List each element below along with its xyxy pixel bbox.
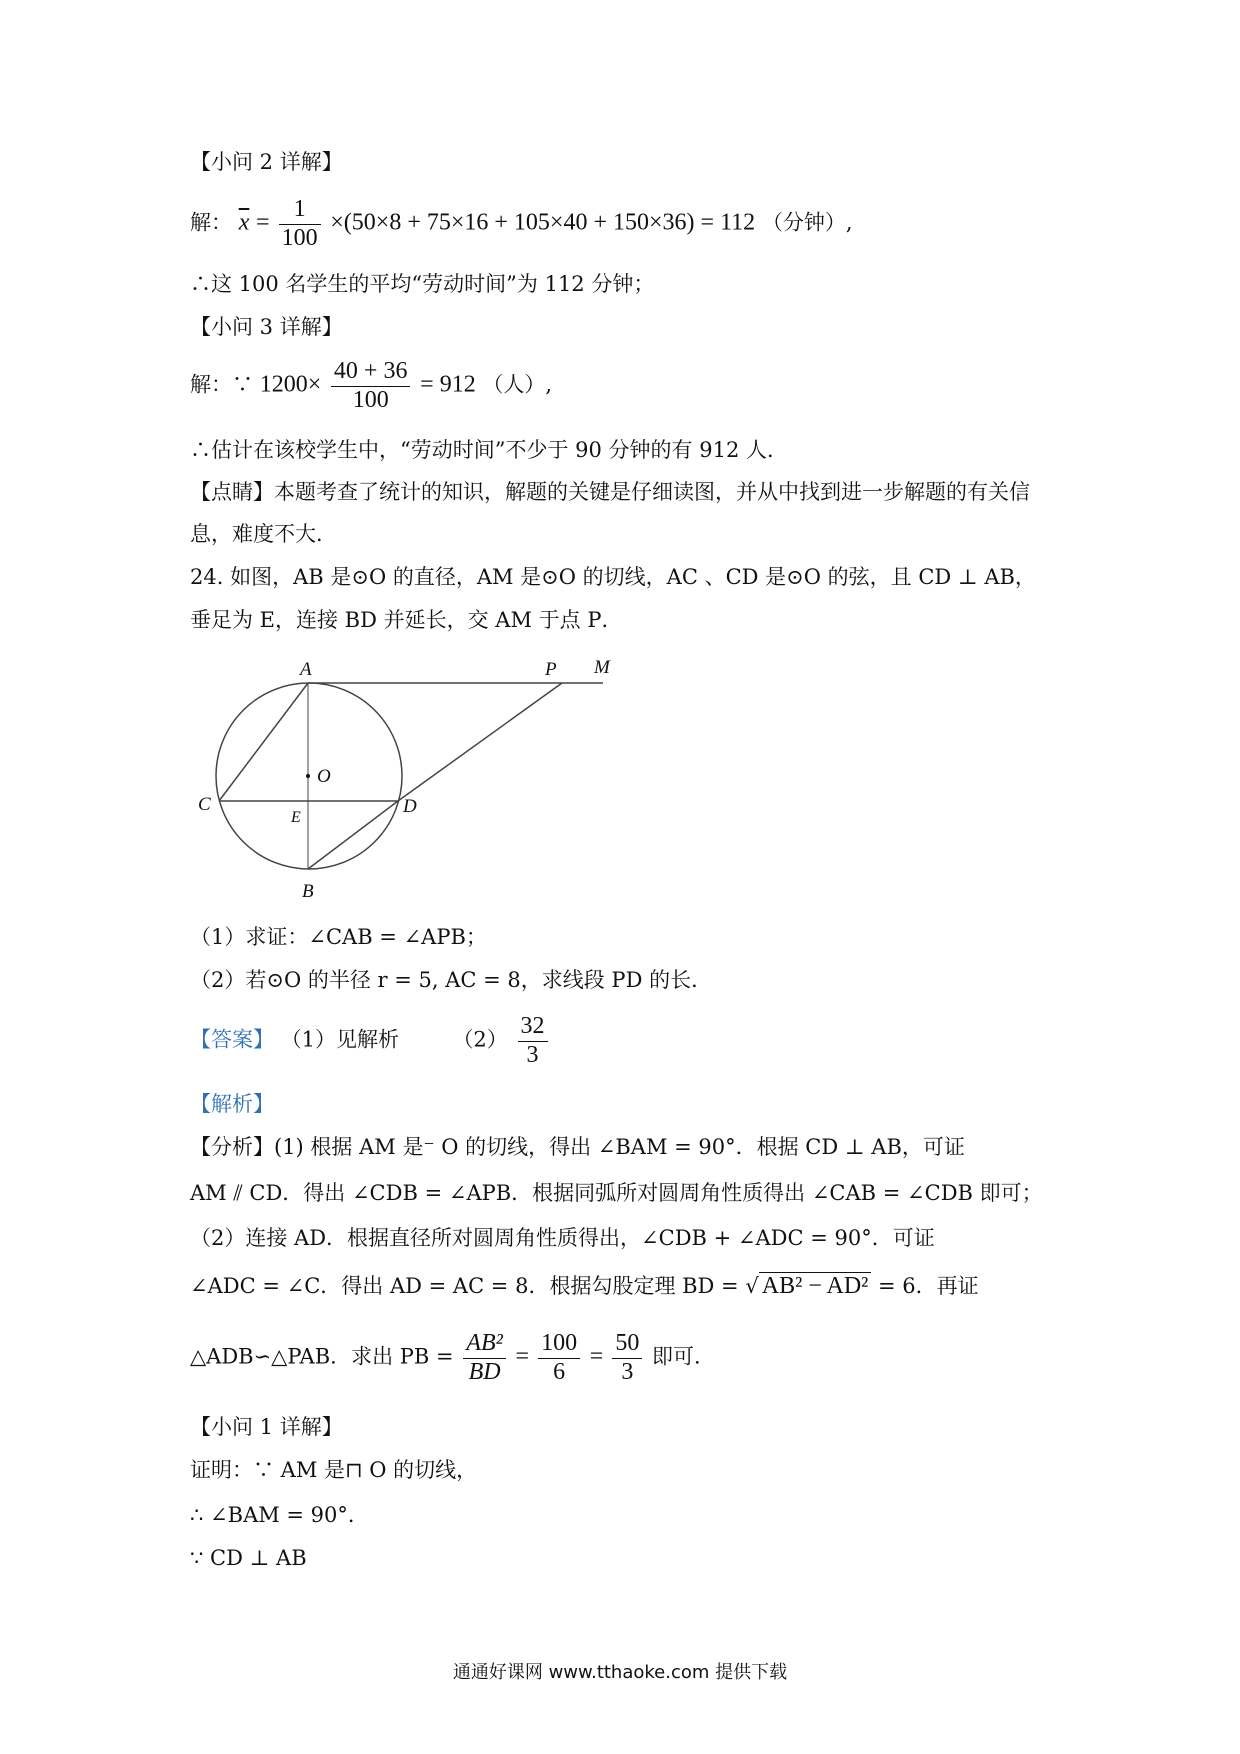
center-point-o: [306, 774, 310, 778]
pb-frac3-num: 50: [612, 1330, 642, 1359]
pb-frac1-num: AB²: [463, 1330, 506, 1359]
pb-fraction-2: [538, 1330, 580, 1386]
sec3-conclusion: ∴估计在该校学生中，“劳动时间”不少于 90 分钟的有 912 人．: [190, 438, 788, 462]
sec3-formula: [190, 358, 552, 414]
sec1-line3: ∵ CD ⊥ AB: [190, 1546, 307, 1570]
label-p: P: [545, 659, 557, 680]
sec3-post: = 912: [420, 371, 476, 398]
sec2-fraction: [279, 196, 321, 252]
sec2-header: 【小问 2 详解】: [190, 150, 343, 174]
sec1-line2: ∴ ∠BAM = 90°．: [190, 1503, 369, 1527]
label-o: O: [317, 766, 331, 787]
sec3-fraction: [331, 358, 411, 414]
chord-ac: [219, 683, 308, 801]
sec2-expr: ×(50×8 + 75×16 + 105×40 + 150×36) = 112: [330, 209, 756, 236]
sec3-frac-num: 40 + 36: [331, 358, 411, 387]
sec2-conclusion: ∴这 100 名学生的平均“劳动时间”为 112 分钟；: [190, 272, 655, 296]
sec2-frac-den: 100: [281, 224, 318, 251]
analysis-line3: （2）连接 AD．根据直径所对圆周角性质得出，∠CDB + ∠ADC = 90°．可证: [190, 1226, 935, 1250]
analysis-line1: 【分析】(1) 根据 AM 是⁻ O 的切线，得出 ∠BAM = 90°．根据 CD ⊥ AB，可证: [190, 1135, 965, 1159]
sec3-unit: （人）,: [482, 372, 553, 397]
sec3-frac-den: 100: [352, 386, 389, 413]
sec3-header: 【小问 3 详解】: [190, 315, 343, 339]
pb-fraction-1: [463, 1330, 506, 1386]
sec2-jie: 解：: [190, 210, 232, 235]
sec2-formula: [190, 196, 853, 252]
analysis-sqrt: AB² − AD²: [759, 1272, 872, 1299]
pb-frac2-num: 100: [538, 1330, 580, 1359]
analysis-line2: AM ⫽ CD．得出 ∠CDB = ∠APB．根据同弧所对圆周角性质得出 ∠CAB = ∠CDB 即可；: [190, 1181, 1043, 1205]
pb-frac2-den: 6: [553, 1358, 566, 1385]
sec3-pre: 1200×: [259, 371, 322, 398]
label-m: M: [594, 657, 610, 678]
label-a: A: [300, 659, 312, 680]
dianjing-line1: 【点睛】本题考查了统计的知识，解题的关键是仔细读图，并从中找到进一步解题的有关信: [190, 480, 1030, 504]
pb-eq-1: =: [515, 1343, 536, 1370]
dianjing-line2: 息，难度不大．: [190, 522, 337, 546]
analysis-line5: [190, 1330, 715, 1386]
label-c: C: [198, 794, 211, 815]
analysis-line4-a: ∠ADC = ∠C．得出 AD = AC = 8．根据勾股定理 BD =: [190, 1274, 746, 1298]
label-e: E: [291, 809, 301, 826]
sec1-line1: 证明：∵ AM 是⊓ O 的切线，: [190, 1458, 478, 1482]
q24-line1: 24. 如图，AB 是⊙O 的直径，AM 是⊙O 的切线，AC 、CD 是⊙O 的弦，且 CD ⊥ AB，: [190, 565, 1036, 589]
answer-p2: （2）: [452, 1027, 508, 1052]
q24-line2: 垂足为 E，连接 BD 并延长，交 AM 于点 P．: [190, 608, 623, 632]
analysis-line4: [190, 1272, 979, 1301]
pb-fraction-3: [612, 1330, 642, 1386]
label-d: D: [403, 796, 417, 817]
analysis-line4-b: = 6．再证: [878, 1274, 979, 1298]
pb-eq-2: =: [589, 1343, 610, 1370]
q24-part2: （2）若⊙O 的半径 r = 5, AC = 8，求线段 PD 的长．: [190, 968, 713, 992]
answer-line: [190, 1013, 551, 1069]
geometry-figure: [190, 655, 650, 915]
segment-dp: [398, 683, 562, 801]
analysis-line5-a: △ADB∽△PAB．求出 PB =: [190, 1344, 461, 1369]
segment-bd: [308, 801, 398, 869]
sec2-eq: =: [256, 209, 276, 236]
sec3-jie: 解：∵: [190, 372, 253, 397]
pb-frac1-den: BD: [468, 1358, 501, 1385]
q24-part1: （1）求证：∠CAB = ∠APB；: [190, 925, 487, 949]
answer-frac-den: 3: [526, 1041, 539, 1068]
sqrt-sign: √: [745, 1274, 759, 1298]
answer-frac-num: 32: [518, 1013, 548, 1042]
label-b: B: [302, 881, 314, 902]
pb-frac3-den: 3: [621, 1358, 634, 1385]
page-footer: 通通好课网 www.tthaoke.com 提供下载: [452, 1662, 788, 1683]
answer-fraction: [518, 1013, 548, 1069]
sec2-xbar: $\overline{x}$: [238, 209, 250, 236]
sec1-header: 【小问 1 详解】: [190, 1415, 343, 1439]
sec2-unit: （分钟）,: [761, 210, 853, 235]
sec2-frac-num: 1: [279, 196, 321, 225]
analysis-line5-b: 即可．: [652, 1344, 715, 1369]
answer-label: 【答案】: [190, 1027, 274, 1052]
analysis-label: 【解析】: [190, 1092, 274, 1116]
answer-p1: （1）见解析: [280, 1027, 400, 1052]
